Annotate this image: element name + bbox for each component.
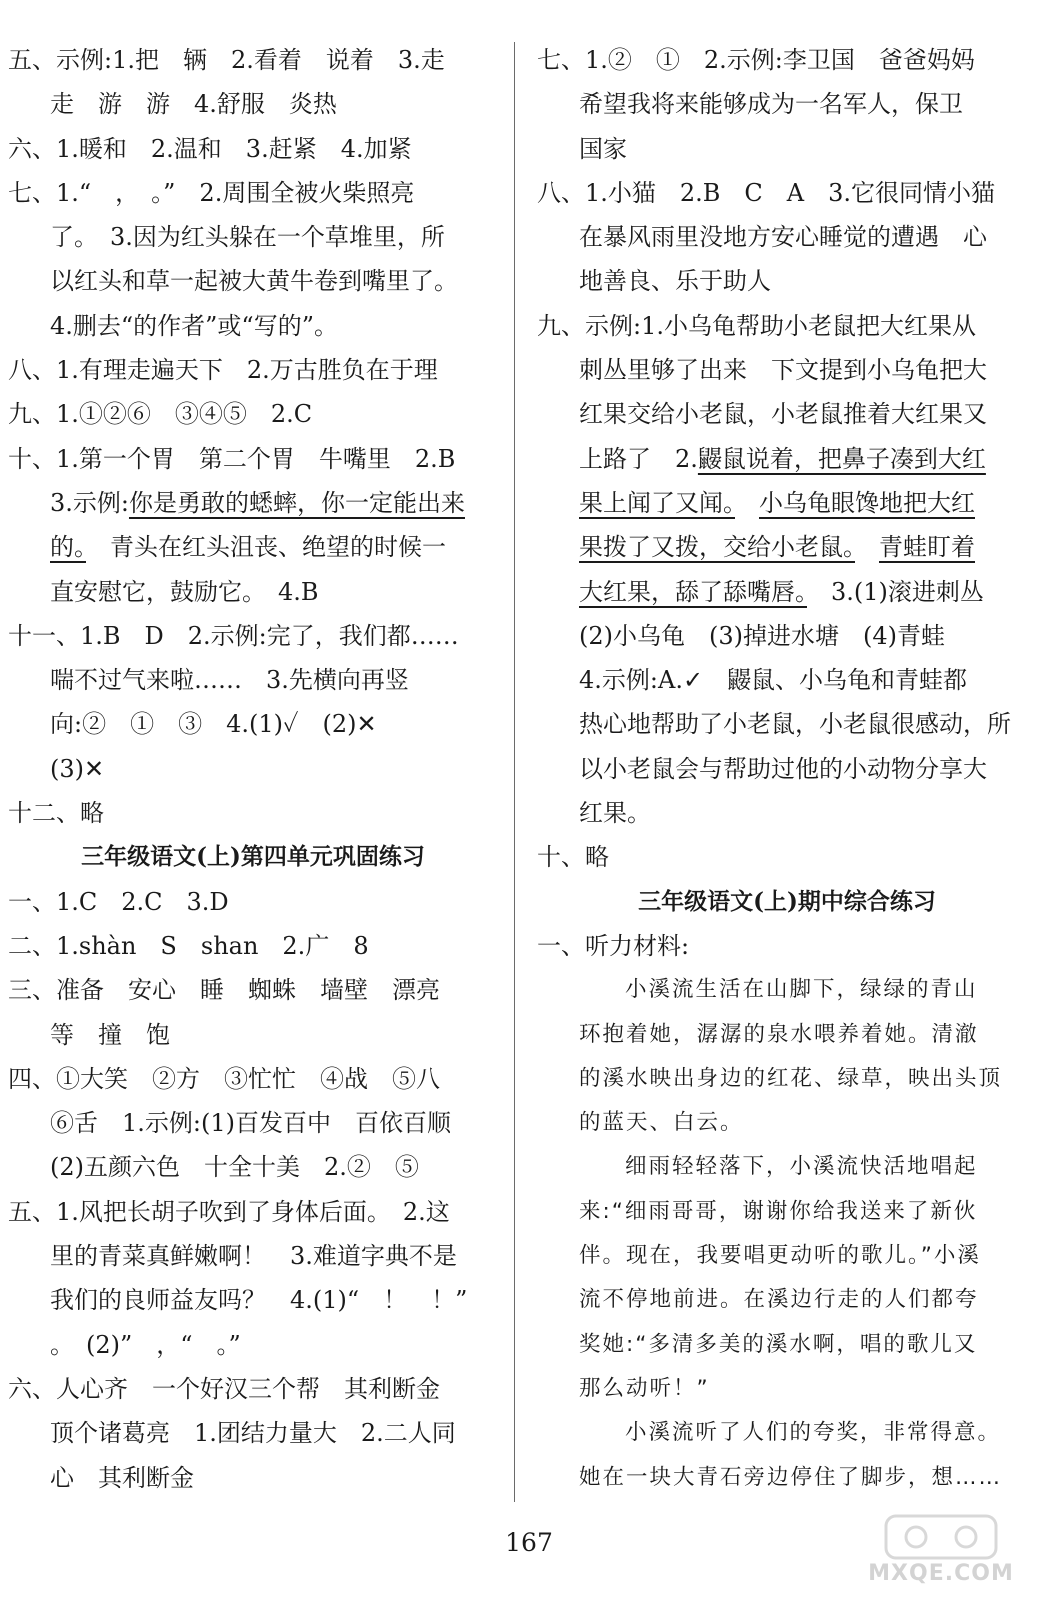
answer-line: 十、1.第一个胃 第二个胃 牛嘴里 2.B xyxy=(8,444,456,473)
answer-line: 希望我将来能够成为一名军人，保卫 xyxy=(579,90,963,119)
answer-line xyxy=(537,481,1037,525)
passage-line: 细雨轻轻落下，小溪流快活地唱起 xyxy=(625,1154,978,1180)
section-title: 三年级语文(上)期中综合练习 xyxy=(638,887,936,915)
answer-line: 。 (2)” ，“ 。” xyxy=(50,1330,241,1359)
answer-line: 三、准备 安心 睡 蜘蛛 墙壁 漂亮 xyxy=(8,976,440,1005)
underlined-answer: 果拨了又拨，交给小老鼠。 xyxy=(579,533,855,562)
answer-line: 刺丛里够了出来 下文提到小乌龟把大 xyxy=(579,356,987,385)
answer-line: (2)五颜六色 十全十美 2.② ⑤ xyxy=(50,1153,419,1182)
answer-line xyxy=(537,525,1037,569)
answer-line: 十一、1.B D 2.示例:完了，我们都…… xyxy=(8,621,459,650)
answer-line: 向:② ① ③ 4.(1)✓ (2)✕ xyxy=(50,710,377,739)
passage-line: 伴。现在，我要唱更动听的歌儿。”小溪 xyxy=(579,1243,981,1269)
answer-line: 二、1.shàn S shan 2.广 8 xyxy=(8,931,369,960)
passage-line: 那么动听！” xyxy=(579,1375,710,1401)
answer-line: 九、示例:1.小乌龟帮助小老鼠把大红果从 xyxy=(537,311,976,340)
answer-line: 以小老鼠会与帮助过他的小动物分享大 xyxy=(579,754,987,783)
answer-line: 我们的良师益友吗？ 4.(1)“ ！ ！” xyxy=(50,1286,468,1315)
answer-line: 以红头和草一起被大黄牛卷到嘴里了。 xyxy=(50,267,458,296)
passage-line: 小溪流听了人们的夸奖，非常得意。 xyxy=(625,1420,1002,1446)
answer-line: (3)✕ xyxy=(50,754,105,783)
answer-line: 十、略 xyxy=(537,843,609,872)
answer-line: (2)小乌龟 (3)掉进水塘 (4)青蛙 xyxy=(579,621,945,650)
answer-line: 四、①大笑 ②方 ③忙忙 ④战 ⑤八 xyxy=(8,1064,440,1093)
answer-line: ⑥舌 1.示例:(1)百发百中 百依百顺 xyxy=(50,1109,451,1138)
underlined-answer: 你是勇敢的蟋蟀，你一定能出来 xyxy=(128,488,465,517)
answer-line: 红果交给小老鼠，小老鼠推着大红果又 xyxy=(579,400,987,429)
underlined-answer: 小乌龟眼馋地把大红 xyxy=(759,488,975,517)
watermark-logo-icon xyxy=(846,1512,1036,1562)
answer-line: 七、1.“ ， 。” 2.周围全被火柴照亮 xyxy=(8,178,415,207)
answer-line: 等 撞 饱 xyxy=(50,1020,170,1049)
answer-line: 一、1.C 2.C 3.D xyxy=(8,887,229,916)
answer-line: 六、1.暖和 2.温和 3.赶紧 4.加紧 xyxy=(8,134,412,163)
answer-line: 红果。 xyxy=(579,799,651,828)
answer-line: 直安慰它，鼓励它。 4.B xyxy=(50,577,319,606)
answer-line: 五、示例:1.把 辆 2.看着 说着 3.走 xyxy=(8,46,445,74)
answer-line: 十二、略 xyxy=(8,799,104,828)
answer-line: 在暴风雨里没地方安心睡觉的遭遇 心 xyxy=(579,223,987,252)
answer-line: 六、人心齐 一个好汉三个帮 其利断金 xyxy=(8,1374,440,1403)
left-column xyxy=(8,38,498,1500)
underlined-answer: 青蛙盯着 xyxy=(879,533,975,562)
passage-line: 小溪流生活在山脚下，绿绿的青山 xyxy=(625,977,978,1003)
answer-line: 了。 3.因为红头躲在一个草堆里，所 xyxy=(50,223,445,252)
answer-line: 国家 xyxy=(579,134,627,163)
answer-line: 八、1.小猫 2.B C A 3.它很同情小猫 xyxy=(537,178,996,207)
underlined-answer: 的。 xyxy=(50,533,86,562)
answer-line: 地善良、乐于助人 xyxy=(579,267,771,296)
answer-line: 3.示例:你是勇敢的蟋蟀，你一定能出来 xyxy=(50,488,465,517)
underlined-answer: 大红果，舔了舔嘴唇。 xyxy=(579,577,807,606)
page-number: 167 xyxy=(505,1528,553,1557)
answer-line: 大红果，舔了舔嘴唇。 3.(1)滚进刺丛 xyxy=(579,577,984,606)
underlined-answer: 果上闻了又闻。 xyxy=(579,488,735,517)
watermark-text: MXQE.COM xyxy=(868,1561,1014,1586)
watermark xyxy=(846,1512,1036,1588)
answer-line: 七、1.② ① 2.示例:李卫国 爸爸妈妈 xyxy=(537,46,975,74)
answer-line: 五、1.风把长胡子吹到了身体后面。 2.这 xyxy=(8,1197,450,1226)
passage-line: 环抱着她，潺潺的泉水喂养着她。清澈 xyxy=(579,1021,979,1047)
answer-line: 上路了 2.鼹鼠说着，把鼻子凑到大红 xyxy=(579,444,986,473)
passage-line: 的蓝天、白云。 xyxy=(579,1110,744,1136)
answer-line: 的。 青头在红头沮丧、绝望的时候一 xyxy=(50,533,446,562)
passage-line: 来:“细雨哥哥，谢谢你给我送来了新伙 xyxy=(579,1198,978,1224)
passage-line: 她在一块大青石旁边停住了脚步，想…… xyxy=(579,1464,1003,1490)
passage-line: 的溪水映出身边的红花、绿草，映出头顶 xyxy=(579,1065,1003,1091)
answer-line: 里的青菜真鲜嫩啊！ 3.难道字典不是 xyxy=(50,1242,457,1271)
answer-line: 4.示例:A.✓ 鼹鼠、小乌龟和青蛙都 xyxy=(579,666,968,695)
right-column xyxy=(537,38,1037,1500)
answer-line: 八、1.有理走遍天下 2.万古胜负在于理 xyxy=(8,356,438,385)
answer-line: 九、1.①②⑥ ③④⑤ 2.C xyxy=(8,400,313,429)
answer-line: 4.删去“的作者”或“写的”。 xyxy=(50,311,338,340)
answer-line: 心 其利断金 xyxy=(50,1463,194,1492)
answer-line: 顶个诸葛亮 1.团结力量大 2.二人同 xyxy=(50,1419,456,1448)
passage-line: 流不停地前进。在溪边行走的人们都夸 xyxy=(579,1287,979,1313)
answer-line: 热心地帮助了小老鼠，小老鼠很感动，所 xyxy=(579,710,1011,739)
section-title: 三年级语文(上)第四单元巩固练习 xyxy=(81,843,425,871)
answer-line: 走 游 游 4.舒服 炎热 xyxy=(50,90,337,119)
answer-line: 一、听力材料: xyxy=(537,931,690,960)
passage-line: 奖她:“多清多美的溪水啊，唱的歌儿又 xyxy=(579,1331,978,1357)
column-divider xyxy=(514,42,515,1502)
underlined-answer: 鼹鼠说着，把鼻子凑到大红 xyxy=(697,444,986,473)
answer-line: 喘不过气来啦…… 3.先横向再竖 xyxy=(50,666,409,695)
